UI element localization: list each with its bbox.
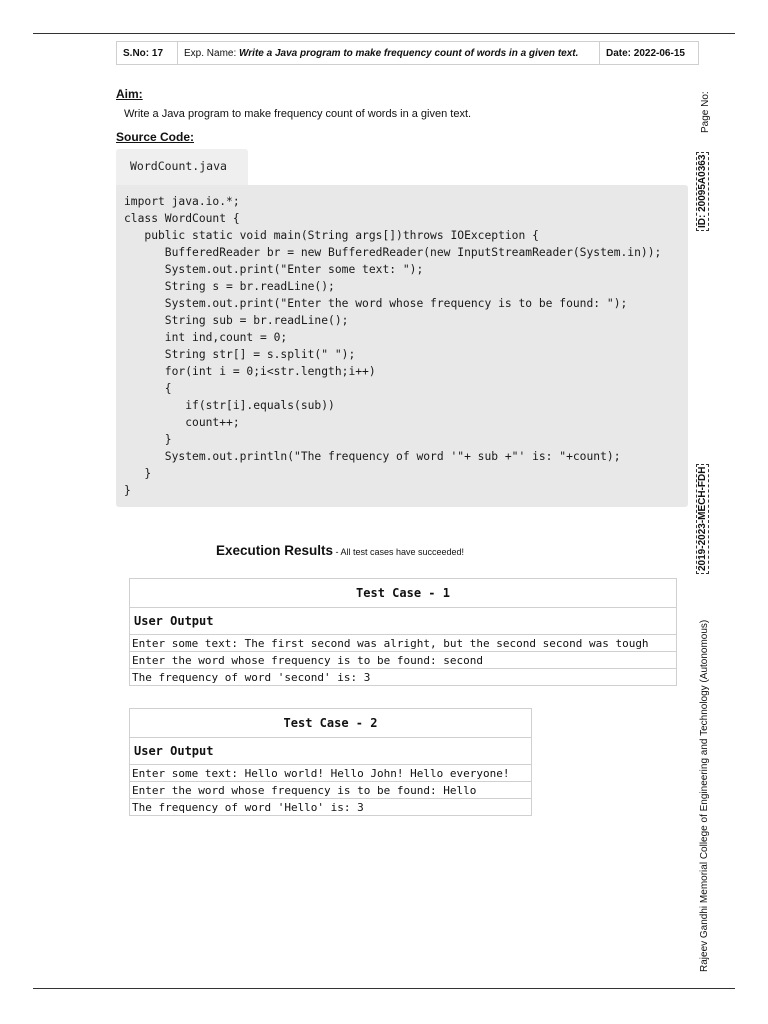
user-output-label: User Output: [130, 738, 532, 765]
output-line: The frequency of word 'second' is: 3: [130, 669, 677, 686]
test-case-table: [129, 708, 532, 816]
code-line: String sub = br.readLine();: [124, 314, 349, 327]
output-line: The frequency of word 'Hello' is: 3: [130, 799, 532, 816]
code-line: class WordCount {: [124, 212, 240, 225]
student-id: ID: 20095A0363: [696, 152, 709, 231]
code-line: import java.io.*;: [124, 195, 240, 208]
code-line: for(int i = 0;i<str.length;i++): [124, 365, 376, 378]
aim-heading: Aim:: [116, 87, 143, 101]
code-line: String str[] = s.split(" ");: [124, 348, 356, 361]
file-tab[interactable]: [116, 149, 248, 185]
execution-results-title: Execution Results: [215, 543, 333, 558]
page-number-label: Page No:: [700, 91, 711, 133]
batch-label: 2019-2023-MECH-FDH: [696, 464, 709, 574]
output-line: Enter some text: Hello world! Hello John! Hello everyone!: [130, 765, 532, 782]
code-line: System.out.print("Enter the word whose frequency is to be found: ");: [124, 297, 628, 310]
code-line: count++;: [124, 416, 240, 429]
experiment-header-table: [116, 41, 699, 65]
file-tab-label: WordCount.java: [130, 159, 227, 173]
code-line: public static void main(String args[])throws IOException {: [124, 229, 539, 242]
bottom-rule: [33, 988, 735, 989]
code-line: BufferedReader br = new BufferedReader(new InputStreamReader(System.in));: [124, 246, 662, 259]
experiment-title: Write a Java program to make frequency count of words in a given text.: [239, 47, 579, 59]
user-output-label: User Output: [130, 608, 677, 635]
test-case-title: Test Case - 2: [130, 709, 532, 738]
aim-text: Write a Java program to make frequency count of words in a given text.: [124, 108, 472, 120]
experiment-date: Date: 2022-06-15: [600, 42, 699, 65]
execution-results-heading: [0, 543, 680, 558]
code-line: System.out.println("The frequency of word '"+ sub +"' is: "+count);: [124, 450, 621, 463]
output-line: Enter the word whose frequency is to be found: Hello: [130, 782, 532, 799]
test-case-title: Test Case - 1: [130, 579, 677, 608]
code-line: }: [124, 433, 172, 446]
code-line: }: [124, 467, 152, 480]
code-line: int ind,count = 0;: [124, 331, 288, 344]
experiment-name-prefix: Exp. Name:: [184, 47, 240, 59]
code-line: String s = br.readLine();: [124, 280, 335, 293]
code-block: [116, 185, 688, 507]
test-case-table: [129, 578, 677, 686]
code-line: System.out.print("Enter some text: ");: [124, 263, 424, 276]
college-name: Rajeev Gandhi Memorial College of Engineering and Technology (Autonomous): [699, 619, 710, 972]
execution-results-status: - All test cases have succeeded!: [332, 547, 465, 557]
experiment-name-cell: [178, 42, 600, 65]
output-line: Enter some text: The first second was alright, but the second second was tough: [130, 635, 677, 652]
serial-number: S.No: 17: [117, 42, 178, 65]
code-line: {: [124, 382, 172, 395]
source-code-heading: Source Code:: [116, 130, 195, 144]
top-rule: [33, 33, 735, 34]
output-line: Enter the word whose frequency is to be found: second: [130, 652, 677, 669]
code-line: if(str[i].equals(sub)): [124, 399, 335, 412]
code-line: }: [124, 484, 131, 497]
